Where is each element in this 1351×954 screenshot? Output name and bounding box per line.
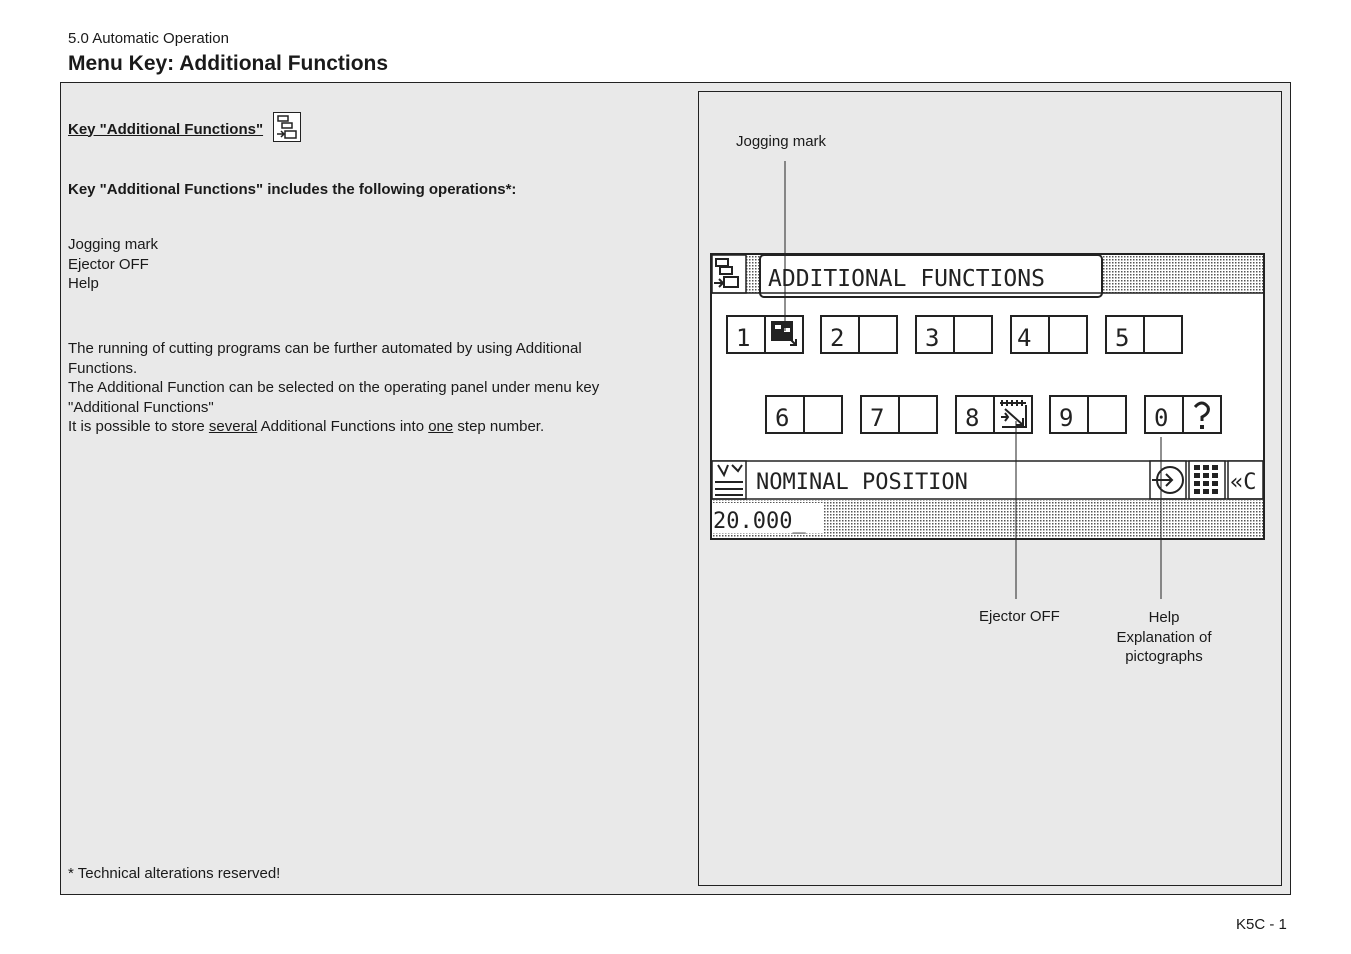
slot-number: 4 [1017, 324, 1032, 352]
slot-number: 5 [1115, 324, 1130, 352]
callout-ejector-off: Ejector OFF [979, 608, 1060, 625]
callout-help-line-3: pictographs [1125, 648, 1203, 665]
desc-underline-one: one [428, 418, 454, 435]
slot-number: 3 [925, 324, 940, 352]
description-line-3 [68, 417, 668, 437]
description-line-2: The Additional Function can be selected on the operating panel under menu key "Additional Functions" [68, 379, 600, 416]
slot-row-2 [766, 396, 1221, 433]
page-number: K5C - 1 [1236, 916, 1287, 933]
slot-7[interactable] [861, 396, 937, 433]
slot-6[interactable] [766, 396, 842, 433]
key-heading-text: Key "Additional Functions" [68, 120, 264, 138]
description [68, 339, 668, 437]
footnote: * Technical alterations reserved! [68, 865, 281, 882]
callout-help-line-1: Help [1148, 609, 1180, 626]
screen-illustration [698, 91, 1280, 884]
slot-8[interactable] [956, 396, 1032, 433]
operation-ejector-off: Ejector OFF [68, 255, 149, 273]
slot-9[interactable] [1050, 396, 1126, 433]
operation-help: Help [68, 275, 99, 292]
callout-jogging-mark: Jogging mark [736, 133, 827, 150]
slot-0[interactable] [1145, 396, 1221, 433]
status-text: NOMINAL POSITION [756, 470, 968, 495]
description-line-1: The running of cutting programs can be further automated by using Additional Functions. [68, 340, 582, 377]
page-title: Menu Key: Additional Functions [68, 52, 389, 75]
value-field[interactable]: 20.000_ [713, 509, 806, 534]
operation-jogging-mark: Jogging mark [68, 236, 159, 253]
slot-3[interactable] [916, 316, 992, 353]
callout-help-line-2: Explanation of [1116, 628, 1212, 646]
slot-4[interactable] [1011, 316, 1087, 353]
slot-number: 8 [965, 404, 980, 432]
key-heading [68, 112, 301, 146]
clear-label: «C [1230, 470, 1257, 495]
slot-1[interactable] [727, 316, 803, 353]
slot-5[interactable] [1106, 316, 1182, 353]
slot-2[interactable] [821, 316, 897, 353]
desc-text: step number. [453, 418, 545, 435]
callout-help [1104, 608, 1224, 667]
screen-title: ADDITIONAL FUNCTIONS [768, 266, 1045, 292]
slot-number: 1 [736, 324, 751, 352]
operations-list [68, 235, 158, 294]
additional-functions-key-icon [273, 112, 301, 146]
slot-row-1 [727, 316, 1182, 353]
desc-text: Additional Functions into [257, 418, 429, 435]
slot-number: 9 [1059, 404, 1074, 432]
slot-number: 6 [775, 404, 790, 432]
desc-underline-several: several [208, 418, 258, 435]
slot-number: 7 [870, 404, 885, 432]
desc-text: It is possible to store [68, 418, 209, 435]
slot-number: 0 [1154, 404, 1169, 432]
slot-number: 2 [830, 324, 845, 352]
section-label: 5.0 Automatic Operation [68, 30, 229, 47]
includes-heading: Key "Additional Functions" includes the following operations*: [68, 181, 517, 198]
